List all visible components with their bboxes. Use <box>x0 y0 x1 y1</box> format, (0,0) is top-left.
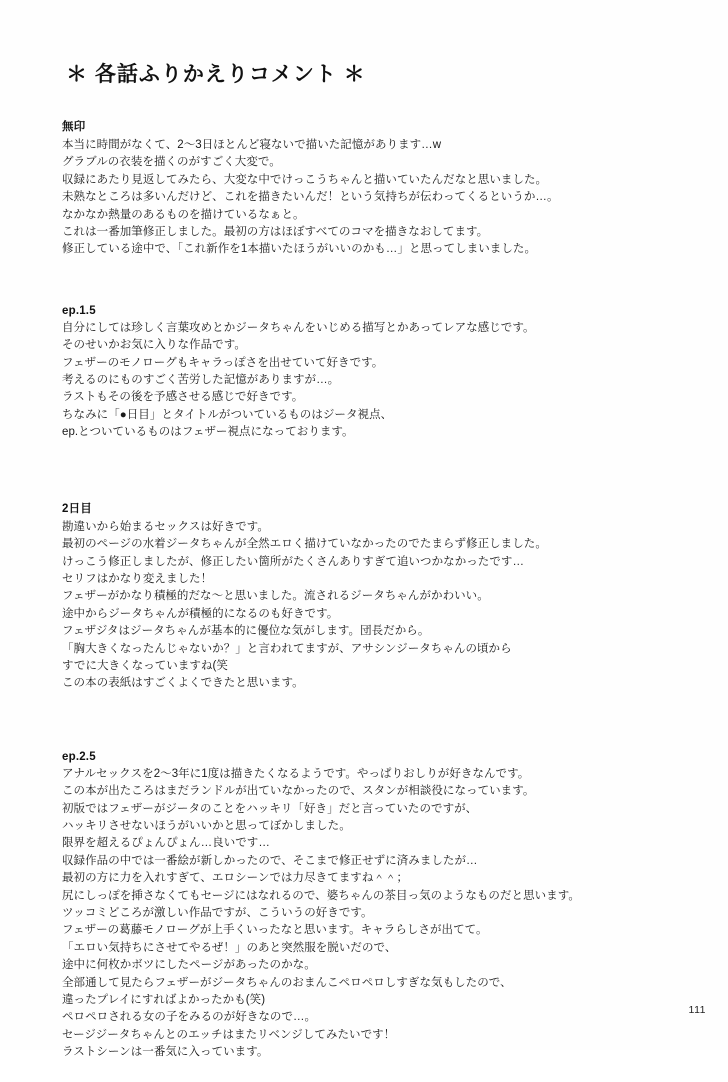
page-title: ＊ 各話ふりかえりコメント ＊ <box>66 63 366 86</box>
text-line: 最初のページの水着ジータちゃんが全然エロく描けていなかったのでたまらず修正しました。 <box>62 538 547 551</box>
section-heading: ep.2.5 <box>62 750 96 763</box>
text-line: これは一番加筆修正しました。最初の方はほぼすべてのコマを描きなおしてます。 <box>62 226 489 239</box>
text-line: ちなみに「●日目」とタイトルがついているものはジータ視点、 <box>62 408 393 421</box>
spacer <box>62 713 672 751</box>
text-line: 違ったプレイにすればよかったかも(笑) <box>62 994 266 1007</box>
spacer <box>62 279 672 305</box>
text-line: 未熟なところは多いんだけど、これを描きたいんだ！という気持ちが伝わってくるというか…。 <box>62 191 559 204</box>
text-line: 考えるのにものすごく苦労した記憶がありますが…。 <box>62 374 340 387</box>
text-line: 限界を超えるぴょんぴょん…良いです… <box>62 837 270 850</box>
text-line: 本当に時間がなくて、2～3日ほとんど寝ないで描いた記憶があります…w <box>62 139 442 151</box>
section-body <box>62 137 672 259</box>
text-line: けっこう修正しましたが、修正したい箇所がたくさんありすぎて追いつかなかったです… <box>62 555 524 568</box>
text-line: グラブルの衣装を描くのがすごく大変で。 <box>62 156 281 169</box>
text-line: フェザーがかなり積極的だな～と思いました。流されるジータちゃんがかわいい。 <box>62 590 489 603</box>
text-line: 収録作品の中では一番絵が新しかったので、そこまで修正せずに済みましたが… <box>62 854 478 867</box>
text-line: 自分にしては珍しく言葉攻めとかジータちゃんをいじめる描写とかあってレアな感じです。 <box>62 321 535 334</box>
text-line: フェザーの葛藤モノローグが上手くいったなと思います。キャラらしさが出てて。 <box>62 924 488 937</box>
section-heading: ep.1.5 <box>62 304 96 317</box>
text-line: 修正している途中で、「これ新作を1本描いたほうがいいのかも…」と思ってしまいました。 <box>62 243 537 256</box>
text-line: ペロペロされる女の子をみるのが好きなので…。 <box>62 1011 317 1024</box>
spacer <box>62 462 672 500</box>
text-line: フェザジタはジータちゃんが基本的に優位な気がします。団長だから。 <box>62 625 430 638</box>
text-line: 勘違いから始まるセックスは好きです。 <box>62 520 269 533</box>
text-line: そのせいかお気に入りな作品です。 <box>62 339 246 352</box>
text-line: ラストシーンは一番気に入っています。 <box>62 1046 269 1059</box>
text-line: セリフはかなり変えました！ <box>62 572 213 585</box>
section-muin <box>62 118 672 259</box>
comment-sections <box>62 118 672 1082</box>
section-body <box>62 519 672 693</box>
text-line: 全部通して見たらフェザーがジータちゃんのおまんこペロペロしすぎな気もしたので、 <box>62 976 512 989</box>
text-line: 収録にあたり見返してみたら、大変な中でけっこうちゃんと描いていたんだなと思いました。 <box>62 173 548 186</box>
text-line: ラストもその後を予感させる感じで好きです。 <box>62 391 304 404</box>
text-line: この本の表紙はすごくよくできたと思います。 <box>62 677 304 690</box>
text-line: 「胸大きくなったんじゃないか？」と言われてますが、アサシンジータちゃんの頃から <box>62 642 512 655</box>
text-line: アナルセックスを2～3年に1度は描きたくなるようです。やっぱりおしりが好きなんです。 <box>62 767 530 780</box>
text-line: 途中に何枚かボツにしたページがあったのかな。 <box>62 959 316 972</box>
text-line: 最初の方に力を入れすぎて、エロシーンでは力尽きてますね＾＾； <box>62 872 409 885</box>
text-line: ツッコミどころが激しい作品ですが、こういうの好きです。 <box>62 907 373 919</box>
section-heading: 無印 <box>62 121 86 133</box>
text-line: ep.とついているものはフェザー視点になっております。 <box>62 426 354 439</box>
text-line: 尻にしっぽを挿さなくてもセージにはなれるので、婆ちゃんの茶目っ気のようなものだと思います。 <box>62 889 580 902</box>
section-day2 <box>62 500 672 693</box>
text-line: すでに大きくなっていますね(笑 <box>62 659 228 672</box>
text-line: 途中からジータちゃんが積極的になるのも好きです。 <box>62 607 339 620</box>
page-number: 111 <box>688 1004 706 1016</box>
text-line: フェザーのモノローグもキャラっぽさを出せていて好きです。 <box>62 356 384 369</box>
text-line: セージジータちゃんとのエッチはまたリベンジしてみたいです！ <box>62 1028 396 1041</box>
text-line: なかなか熱量のあるものを描けているなぁと。 <box>62 208 305 221</box>
section-ep25 <box>62 751 672 1062</box>
text-line: ハッキリさせないほうがいいかと思ってぼかしました。 <box>62 819 351 832</box>
section-body <box>62 320 672 442</box>
text-line: 「エロい気持ちにさせてやるぜ！」のあと突然服を脱いだので、 <box>62 941 397 954</box>
text-line: 初版ではフェザーがジータのことをハッキリ「好き」だと言っていたのですが、 <box>62 802 478 815</box>
section-body <box>62 766 672 1062</box>
text-line: この本が出たころはまだランドルが出ていなかったので、スタンが相談役になっています。 <box>62 785 535 798</box>
section-heading: 2日目 <box>62 502 92 515</box>
section-ep15 <box>62 305 672 442</box>
